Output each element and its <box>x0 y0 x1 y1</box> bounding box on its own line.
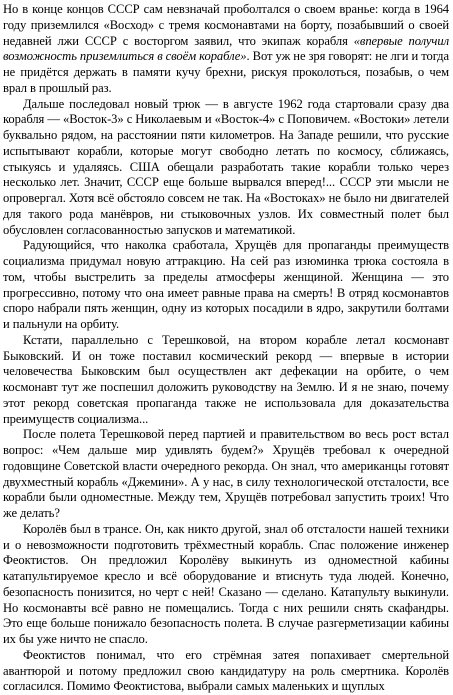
paragraph-7 <box>3 648 449 695</box>
paragraph-5-text: После полета Терешковой перед партией и правительством во весь рост встал вопрос: «Чем дальше мир удивлять будем?» Хрущёв требовал к очередной годовщине Советской власти очередного рекорда. Он знал, что американцы готовят двухместный корабль «Джемини». А у нас, в силу технологической отсталости, все корабли были одноместные. Между тем, Хрущёв потребовал запустить троих! Что же делать? <box>3 427 449 520</box>
paragraph-1-text-b: . Вот уж не зря говорят: не лги и тогда не придётся держать в памяти кучу брехни, рискуя проколоться, позабыв, о чем врал в прошлый раз. <box>3 49 450 95</box>
paragraph-2 <box>3 97 449 239</box>
paragraph-6-text: Королёв был в трансе. Он, как никто другой, знал об отсталости нашей техники и о невозможности подготовить трёхместный корабль. Спас положение инженер Феоктистов. Он предложил Королёву выкинуть из одноместной кабины катапультируемое кресло и всё оборудование и втиснуть туда людей. Конечно, безопасность понизится, но черт с ней! Сказано — сделано. Катапульту выкинули. Но космонавты всё равно не помещались. Тогда с них решили снять скафандры. Это еще больше понижало безопасность полета. В случае разгерметизации кабины их бы уже ничто не спасло. <box>3 521 449 646</box>
paragraph-6 <box>3 522 449 648</box>
paragraph-1 <box>3 2 449 97</box>
paragraph-4 <box>3 333 449 428</box>
paragraph-5 <box>3 427 449 522</box>
paragraph-1-text-a: Но в конце концов СССР сам невзначай проболтался о своем вранье: когда в 1964 году приземлился «Восход» с тремя космонавтами на борту, позабывший о своей недавней лжи СССР с восторгом заявил, что экипаж корабля <box>3 2 449 48</box>
paragraph-1-italic-quote: «впервые получил возможность приземлиться в своём корабле» <box>3 33 449 64</box>
paragraph-7-text: Феоктистов понимал, что его стрёмная затея попахивает смертельной авантюрой и потому предложил свою кандидатуру на роль смертника. Королёв согласился. Помимо Феоктистова, выбрали самых маленьких и щуплых <box>3 647 449 694</box>
paragraph-3 <box>3 238 449 333</box>
paragraph-3-text: Радующийся, что наколка сработала, Хрущёв для пропаганды преимуществ социализма придумал новую аттракцию. На сей раз изюминка трюка состояла в том, чтобы выстрелить за пределы атмосферы женщиной. Женщина — это прогрессивно, потому что она имеет равные права на смерть! В отряд космонавтов споро набрали пять женщин, одну из которых посадили в ядро, закрутили болтами и пальнули на орбиту. <box>3 238 449 331</box>
paragraph-4-text: Кстати, параллельно с Терешковой, на втором корабле летал космонавт Быковский. И он тоже поставил космический рекорд — впервые в истории человечества Быковским был осуществлен акт дефекации на орбите, о чем космонавт тут же поспешил доложить руководству на Землю. И я не знаю, почему этот рекорд советская пропаганда также не использовала для доказательства преимуществ социализма... <box>3 332 449 426</box>
paragraph-2-text: Дальше последовал новый трюк — в августе 1962 года стартовали сразу два корабля — «Восток-3» с Николаевым и «Восток-4» с Поповичем. «Востоки» летели буквально рядом, на расстоянии пяти километров. На Западе решили, что русские испытывают корабли, которые могут свободно летать по космосу, сближаясь, стыкуясь и удаляясь. США обещали разработать такие корабли только через несколько лет. Значит, СССР еще больше вырвался вперед!... СССР эти мысли не опровергал. Хотя всё обстояло совсем не так. На «Востоках» не было ни двигателей для такого рода манёвров, ни стыковочных узлов. Их совместный полет был обусловлен согласованностью запусков и математикой. <box>3 96 449 237</box>
